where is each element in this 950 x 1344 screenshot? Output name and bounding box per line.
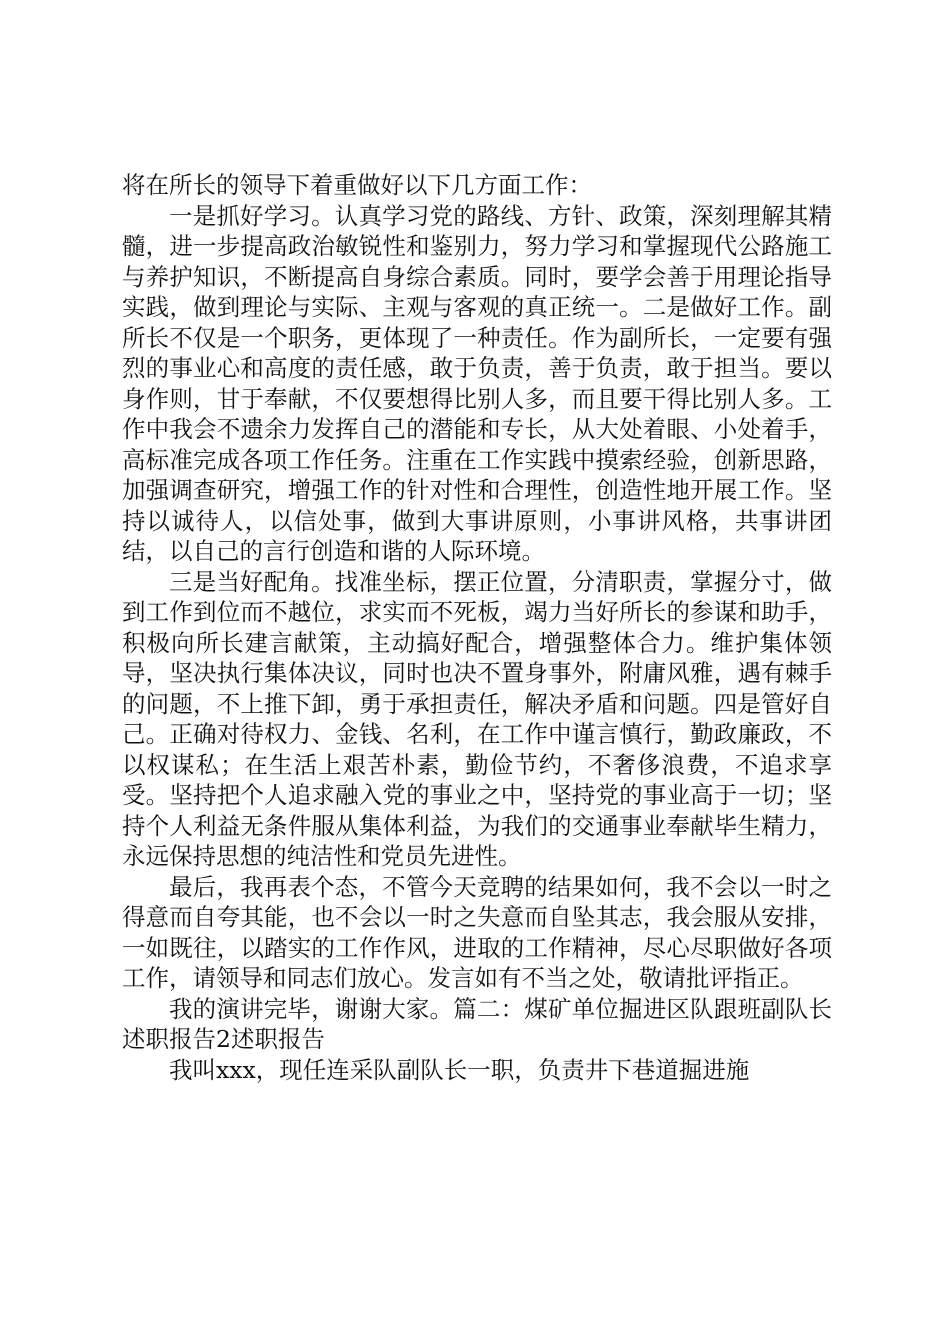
paragraph-report-start: 我叫xxx，现任连采队副队长一职，负责井下巷道掘进施: [169, 1055, 750, 1084]
paragraph-speech-end: 我的演讲完毕，谢谢大家。篇二：煤矿单位掘进区队跟班副队长述职报告2述职报告: [122, 994, 832, 1053]
paragraph-study-and-work: 一是抓好学习。认真学习党的路线、方针、政策，深刻理解其精髓，进一步提高政治敏锐性和鉴别力，努力学习和掌握现代公路施工与养护知识，不断提高自身综合素质。同时，要学会善于用理论指导实践，做到理论与实际、主观与客观的真正统一。二是做好工作。副所长不仅是一个职务，更体现了一种责任。作为副所长，一定要有强烈的事业心和高度的责任感，敢于负责，善于负责，敢于担当。要以身作则，甘于奉献，不仅要想得比别人多，而且要干得比别人多。工作中我会不遗余力发挥自己的潜能和专长，从大处着眼、小处着手，高标准完成各项工作任务。注重在工作实践中摸索经验，创新思路，加强调查研究，增强工作的针对性和合理性，创造性地开展工作。坚持以诚待人，以信处事，做到大事讲原则，小事讲风格，共事讲团结，以自己的言行创造和谐的人际环境。: [122, 201, 832, 565]
document-body: [122, 170, 832, 1085]
paragraph-supporting-role: 三是当好配角。找准坐标，摆正位置，分清职责，掌握分寸，做到工作到位而不越位，求实而不死板，竭力当好所长的参谋和助手，积极向所长建言献策，主动搞好配合，增强整体合力。维护集体领导，坚决执行集体决议，同时也决不置身事外，附庸风雅，遇有棘手的问题，不上推下卸，勇于承担责任，解决矛盾和问题。四是管好自己。正确对待权力、金钱、名利，在工作中谨言慎行，勤政廉政，不以权谋私；在生活上艰苦朴素，勤俭节约，不奢侈浪费，不追求享受。坚持把个人追求融入党的事业之中，坚持党的事业高于一切；坚持个人利益无条件服从集体利益，为我们的交通事业奉献毕生精力，永远保持思想的纯洁性和党员先进性。: [122, 567, 832, 870]
paragraph-closing-statement: 最后，我再表个态，不管今天竞聘的结果如何，我不会以一时之得意而自夸其能，也不会以一时之失意而自坠其志，我会服从安排，一如既往，以踏实的工作作风，进取的工作精神，尽心尽职做好各项工作，请领导和同志们放心。发言如有不当之处，敬请批评指正。: [122, 872, 832, 992]
paragraph-intro: 将在所长的领导下着重做好以下几方面工作：: [122, 171, 592, 199]
